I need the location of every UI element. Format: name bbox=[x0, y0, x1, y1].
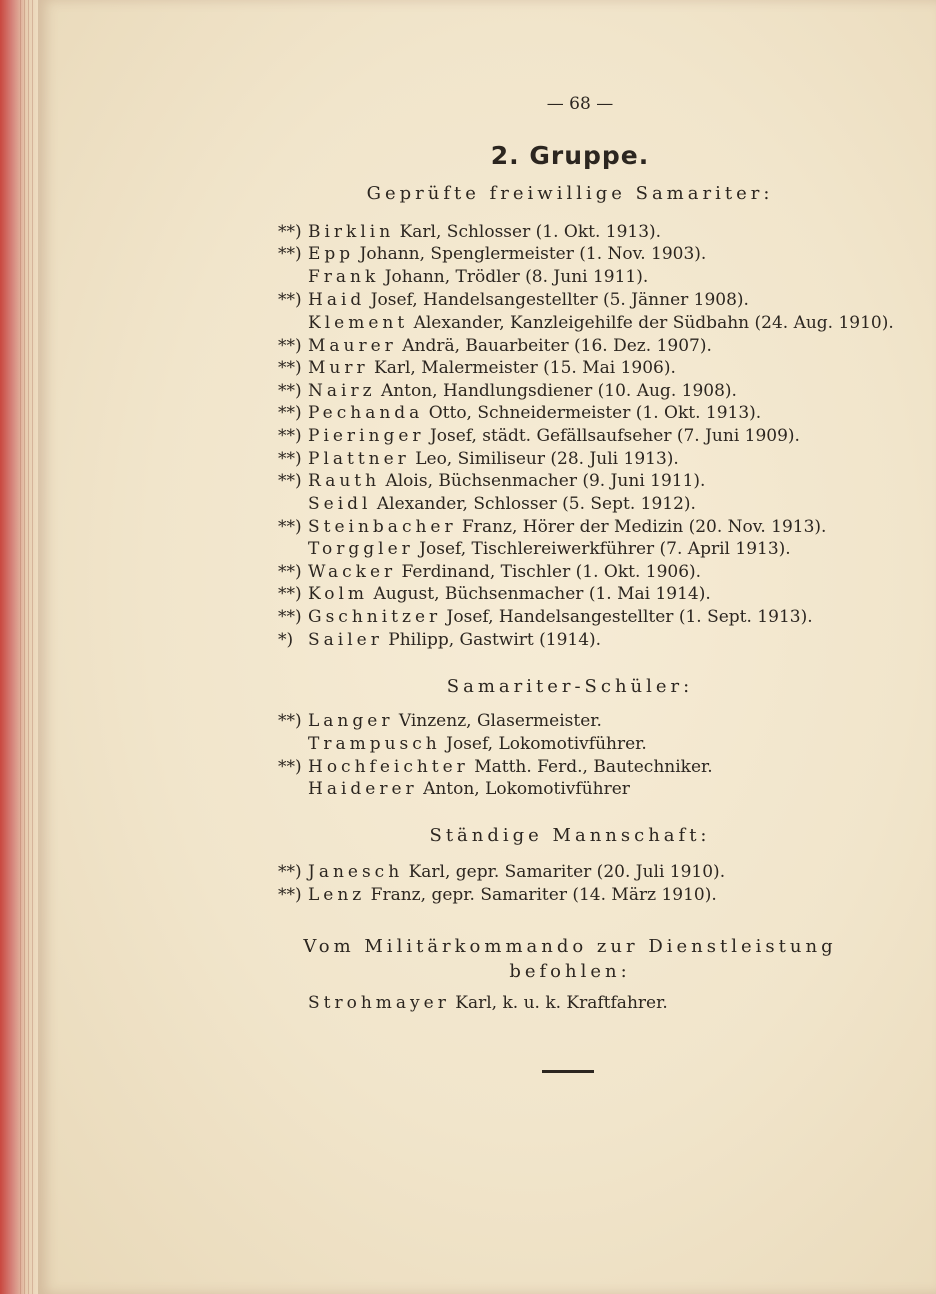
list-item bbox=[278, 757, 898, 777]
list-item bbox=[278, 426, 898, 446]
entry-mark: **) bbox=[278, 711, 302, 731]
list-item bbox=[278, 403, 898, 423]
entry-surname: Pieringer bbox=[308, 426, 425, 446]
entry-details: Karl, Malermeister (15. Mai 1906). bbox=[374, 358, 676, 378]
entry-details: August, Büchsenmacher (1. Mai 1914). bbox=[373, 584, 711, 604]
entry-mark: **) bbox=[278, 449, 302, 469]
entry-surname: Pechanda bbox=[308, 403, 424, 423]
closing-rule bbox=[542, 1070, 594, 1073]
entry-surname: Birklin bbox=[308, 222, 395, 242]
section-title-mannschaft: Ständige Mannschaft: bbox=[429, 825, 711, 846]
entry-mark: **) bbox=[278, 471, 302, 491]
entry-mark: **) bbox=[278, 757, 302, 777]
entry-surname: Frank bbox=[308, 267, 380, 287]
list-item bbox=[278, 779, 898, 799]
entry-surname: Gschnitzer bbox=[308, 607, 442, 627]
list-item bbox=[278, 711, 898, 731]
list-item bbox=[278, 290, 898, 310]
entry-surname: Epp bbox=[308, 244, 355, 264]
entry-mark: **) bbox=[278, 885, 302, 905]
entry-mark: **) bbox=[278, 290, 302, 310]
entry-details: Vinzenz, Glasermeister. bbox=[398, 711, 602, 731]
entry-surname: Wacker bbox=[308, 562, 397, 582]
entry-mark: **) bbox=[278, 426, 302, 446]
list-item bbox=[278, 517, 898, 537]
page-number: — 68 — bbox=[546, 94, 614, 114]
entry-details: Anton, Handlungsdiener (10. Aug. 1908). bbox=[380, 381, 737, 401]
entry-mark: *) bbox=[278, 630, 294, 650]
list-item bbox=[278, 885, 898, 905]
section-title-schueler: Samariter-Schüler: bbox=[446, 676, 694, 697]
entry-details: Josef, Handelsangestellter (5. Jänner 1908). bbox=[370, 290, 749, 310]
entry-surname: Langer bbox=[308, 711, 394, 731]
entry-details: Ferdinand, Tischler (1. Okt. 1906). bbox=[401, 562, 702, 582]
entry-mark: **) bbox=[278, 562, 302, 582]
entry-surname: Rauth bbox=[308, 471, 381, 491]
entry-surname: Haid bbox=[308, 290, 366, 310]
entry-surname: Kolm bbox=[308, 584, 369, 604]
list-item bbox=[278, 630, 898, 650]
entry-mark: **) bbox=[278, 607, 302, 627]
entry-details: Karl, k. u. k. Kraftfahrer. bbox=[455, 993, 668, 1013]
list-item bbox=[278, 244, 898, 264]
entry-surname: Lenz bbox=[308, 885, 366, 905]
entry-details: Franz, gepr. Samariter (14. März 1910). bbox=[370, 885, 717, 905]
list-item bbox=[278, 313, 898, 333]
entry-details: Leo, Similiseur (28. Juli 1913). bbox=[415, 449, 679, 469]
list-item bbox=[278, 449, 898, 469]
list-item bbox=[278, 562, 898, 582]
list-item bbox=[278, 471, 898, 491]
entry-details: Alois, Büchsenmacher (9. Juni 1911). bbox=[385, 471, 706, 491]
entry-details: Karl, gepr. Samariter (20. Juli 1910). bbox=[408, 862, 726, 882]
entry-details: Johann, Spenglermeister (1. Nov. 1903). bbox=[359, 244, 707, 264]
entry-surname: Murr bbox=[308, 358, 369, 378]
entry-details: Josef, Handelsangestellter (1. Sept. 1913). bbox=[446, 607, 813, 627]
entry-surname: Nairz bbox=[308, 381, 376, 401]
entry-details: Philipp, Gastwirt (1914). bbox=[388, 630, 602, 650]
entry-mark: **) bbox=[278, 517, 302, 537]
entry-surname: Trampusch bbox=[308, 734, 441, 754]
list-item bbox=[278, 993, 898, 1013]
list-item bbox=[278, 222, 898, 242]
entry-surname: Strohmayer bbox=[308, 993, 450, 1013]
entry-mark: **) bbox=[278, 381, 302, 401]
entry-details: Josef, städt. Gefällsaufseher (7. Juni 1909). bbox=[429, 426, 800, 446]
list-item bbox=[278, 358, 898, 378]
section-title-militaer: Vom Militärkommando zur Dienstleistung befohlen: bbox=[303, 936, 837, 982]
entry-mark: **) bbox=[278, 403, 302, 423]
list-item bbox=[278, 862, 898, 882]
list-item bbox=[278, 267, 898, 287]
entry-surname: Maurer bbox=[308, 336, 397, 356]
entry-mark: **) bbox=[278, 358, 302, 378]
entry-surname: Plattner bbox=[308, 449, 410, 469]
entry-surname: Klement bbox=[308, 313, 409, 333]
list-item bbox=[278, 539, 898, 559]
entry-details: Karl, Schlosser (1. Okt. 1913). bbox=[399, 222, 662, 242]
list-item bbox=[278, 381, 898, 401]
entry-surname: Janesch bbox=[308, 862, 404, 882]
entry-details: Andrä, Bauarbeiter (16. Dez. 1907). bbox=[402, 336, 712, 356]
list-item bbox=[278, 336, 898, 356]
entry-details: Alexander, Kanzleigehilfe der Südbahn (24. Aug. 1910). bbox=[413, 313, 894, 333]
entry-surname: Steinbacher bbox=[308, 517, 457, 537]
group-heading: 2. Gruppe. bbox=[490, 141, 650, 170]
entry-mark: **) bbox=[278, 222, 302, 242]
entry-details: Matth. Ferd., Bautechniker. bbox=[474, 757, 713, 777]
entry-mark: **) bbox=[278, 336, 302, 356]
entry-mark: **) bbox=[278, 244, 302, 264]
section-title-samariter: Geprüfte freiwillige Samariter: bbox=[366, 183, 774, 204]
entry-surname: Hochfeichter bbox=[308, 757, 469, 777]
list-item bbox=[278, 607, 898, 627]
entry-details: Otto, Schneidermeister (1. Okt. 1913). bbox=[428, 403, 762, 423]
entry-surname: Haiderer bbox=[308, 779, 418, 799]
entry-surname: Sailer bbox=[308, 630, 383, 650]
entry-mark: **) bbox=[278, 862, 302, 882]
entry-details: Josef, Lokomotivführer. bbox=[446, 734, 647, 754]
entry-details: Josef, Tischlereiwerkführer (7. April 1913). bbox=[419, 539, 791, 559]
entry-details: Alexander, Schlosser (5. Sept. 1912). bbox=[376, 494, 696, 514]
entry-details: Johann, Trödler (8. Juni 1911). bbox=[384, 267, 649, 287]
entry-details: Anton, Lokomotivführer bbox=[423, 779, 630, 799]
entry-surname: Torggler bbox=[308, 539, 414, 559]
entry-mark: **) bbox=[278, 584, 302, 604]
entry-surname: Seidl bbox=[308, 494, 372, 514]
list-item bbox=[278, 584, 898, 604]
entry-details: Franz, Hörer der Medizin (20. Nov. 1913). bbox=[462, 517, 827, 537]
list-item bbox=[278, 734, 898, 754]
list-item bbox=[278, 494, 898, 514]
